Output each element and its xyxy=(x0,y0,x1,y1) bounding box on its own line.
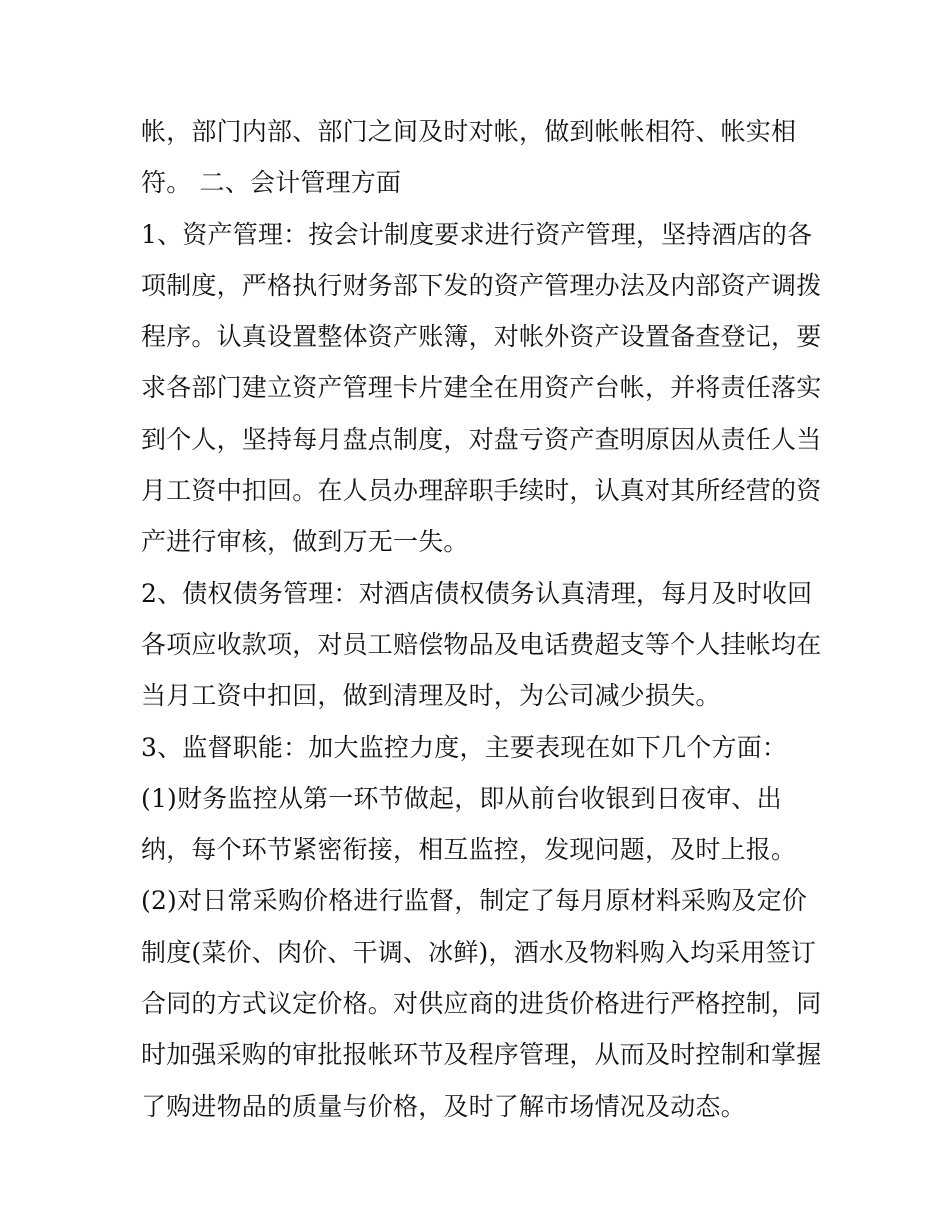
text-line: 时加强采购的审批报帐环节及程序管理，从而及时控制和掌握 xyxy=(141,1040,822,1070)
text-line: 项制度，严格执行财务部下发的资产管理办法及内部资产调拨 xyxy=(141,270,822,300)
text-line: 了购进物品的质量与价格，及时了解市场情况及动态。 xyxy=(141,1091,746,1121)
text-line: 3、监督职能：加大监控力度，主要表现在如下几个方面： xyxy=(141,732,788,762)
text-line: 帐，部门内部、部门之间及时对帐，做到帐帐相符、帐实相 xyxy=(141,117,797,146)
document-body xyxy=(141,106,821,1132)
text-line: 1、资产管理：按会计制度要求进行资产管理，坚持酒店的各 xyxy=(141,219,813,249)
text-line: 各项应收款项，对员工赔偿物品及电话费超支等个人挂帐均在 xyxy=(141,629,822,659)
text-line: 求各部门建立资产管理卡片建全在用资产台帐，并将责任落实 xyxy=(141,373,822,403)
text-line: 2、债权债务管理：对酒店债权债务认真清理，每月及时收回 xyxy=(141,578,813,608)
text-line: (2)对日常采购价格进行监督，制定了每月原材料采购及定价 xyxy=(141,886,808,916)
text-line: (1)财务监控从第一环节做起，即从前台收银到日夜审、出 xyxy=(141,783,782,813)
text-line: 产进行审核，做到万无一失。 xyxy=(141,527,469,557)
text-line: 月工资中扣回。在人员办理辞职手续时，认真对其所经营的资 xyxy=(141,476,822,506)
text-line: 符。 二、会计管理方面 xyxy=(141,168,402,198)
text-line: 当月工资中扣回，做到清理及时，为公司减少损失。 xyxy=(141,681,721,711)
text-line: 纳，每个环节紧密衔接，相互监控，发现问题，及时上报。 xyxy=(141,835,797,865)
text-line: 程序。认真设置整体资产账簿，对帐外资产设置备查登记，要 xyxy=(141,322,822,352)
text-line: 制度(菜价、肉价、干调、冰鲜)，酒水及物料购入均采用签订 xyxy=(141,937,817,967)
text-line: 到个人，坚持每月盘点制度，对盘亏资产查明原因从责任人当 xyxy=(141,424,822,454)
text-line: 合同的方式议定价格。对供应商的进货价格进行严格控制，同 xyxy=(141,989,822,1019)
